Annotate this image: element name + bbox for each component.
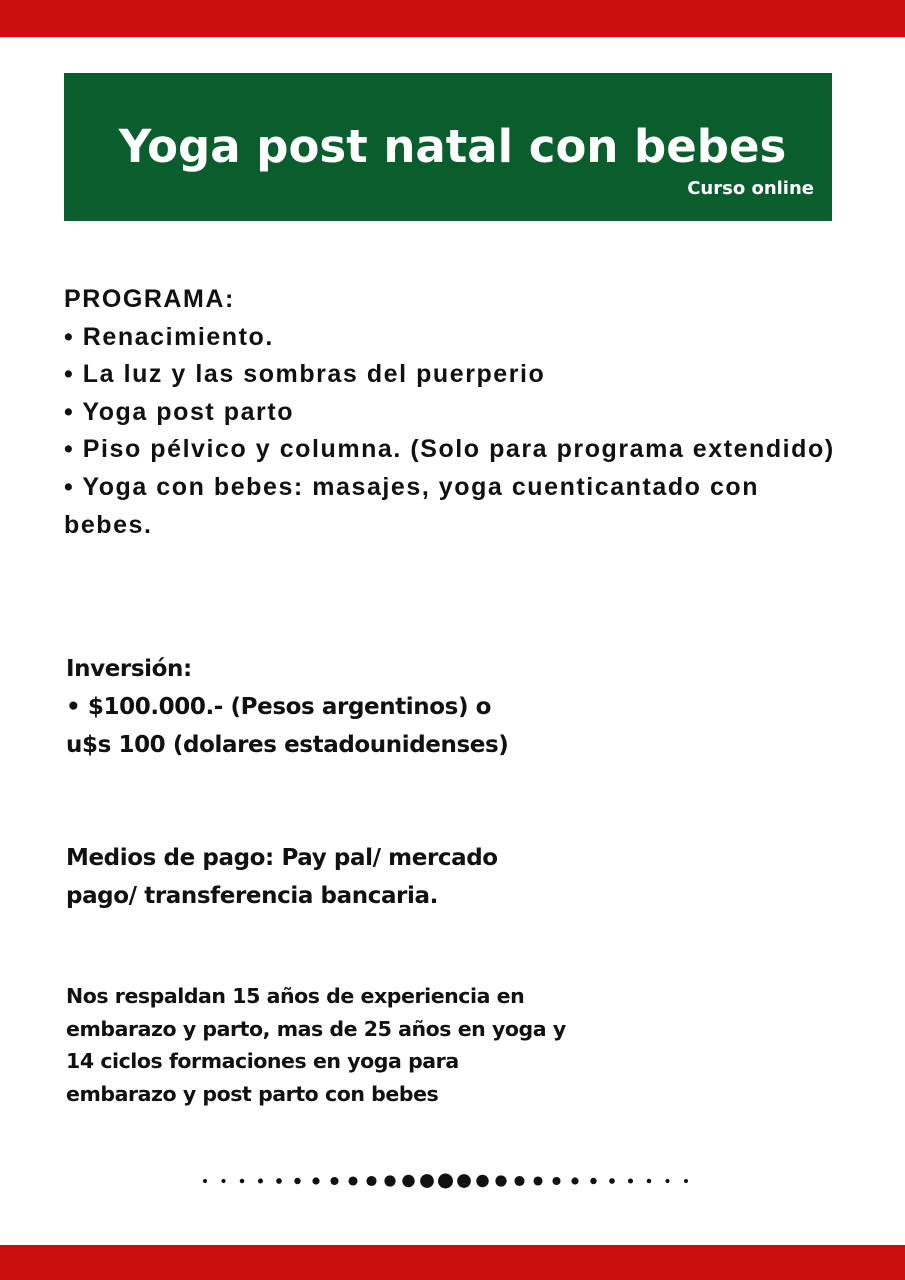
divider-dot — [533, 1176, 542, 1185]
divider-dot — [476, 1175, 488, 1187]
divider-dot — [258, 1178, 263, 1183]
divider-dot — [438, 1174, 453, 1189]
divider-dot — [514, 1176, 524, 1186]
payment-methods-section — [66, 839, 586, 915]
program-item: • La luz y las sombras del puerperio — [64, 360, 546, 389]
experience-line: 14 ciclos formaciones en yoga para — [66, 1049, 459, 1073]
course-type-label: Curso online — [687, 178, 814, 199]
divider-dot — [495, 1175, 506, 1186]
experience-line: embarazo y parto, mas de 25 años en yoga y — [66, 1016, 566, 1041]
divider-dot — [590, 1178, 596, 1184]
divider-dot — [276, 1178, 282, 1184]
divider-dot — [684, 1179, 688, 1183]
divider-dot — [402, 1175, 414, 1187]
program-heading: PROGRAMA: — [64, 285, 235, 313]
bottom-red-bar — [0, 1245, 905, 1280]
program-item: • Yoga con bebes: masajes, yoga cuenticantado con bebes. — [64, 472, 760, 539]
payment-methods-line: Medios de pago: Pay pal/ mercado — [66, 845, 498, 871]
program-item: • Yoga post parto — [64, 397, 295, 426]
divider-dot — [552, 1177, 560, 1185]
divider-dot — [294, 1178, 300, 1184]
divider-dot — [420, 1174, 434, 1188]
divider-dot — [665, 1179, 669, 1183]
decorative-dot-divider — [198, 1166, 708, 1196]
divider-dot — [457, 1174, 471, 1188]
program-item: • Renacimiento. — [64, 322, 274, 351]
investment-price-usd: u$s 100 (dolares estadounidenses) — [66, 732, 509, 758]
investment-heading: Inversión: — [66, 656, 192, 682]
divider-dot — [647, 1179, 652, 1184]
divider-dot — [384, 1175, 395, 1186]
payment-methods-line: pago/ transferencia bancaria. — [66, 883, 438, 909]
divider-dot — [348, 1176, 357, 1185]
investment-price-ars: • $100.000.- (Pesos argentinos) o — [66, 694, 492, 720]
divider-dot — [571, 1177, 578, 1184]
divider-dot — [366, 1176, 376, 1186]
divider-dot — [312, 1177, 319, 1184]
investment-section — [66, 650, 586, 764]
divider-dot — [628, 1178, 633, 1183]
top-red-bar — [0, 0, 905, 37]
experience-line: Nos respaldan 15 años de experiencia en — [66, 984, 525, 1008]
divider-dot — [240, 1179, 245, 1184]
divider-dot — [203, 1179, 207, 1183]
divider-dot — [609, 1178, 615, 1184]
divider-dot — [221, 1179, 225, 1183]
page-title: Yoga post natal con bebes — [118, 120, 787, 173]
divider-dot — [330, 1177, 338, 1185]
experience-section — [66, 980, 646, 1110]
program-section — [64, 281, 844, 544]
program-item: • Piso pélvico y columna. (Solo para programa extendido) — [64, 435, 835, 464]
experience-line: embarazo y post parto con bebes — [66, 1081, 439, 1106]
